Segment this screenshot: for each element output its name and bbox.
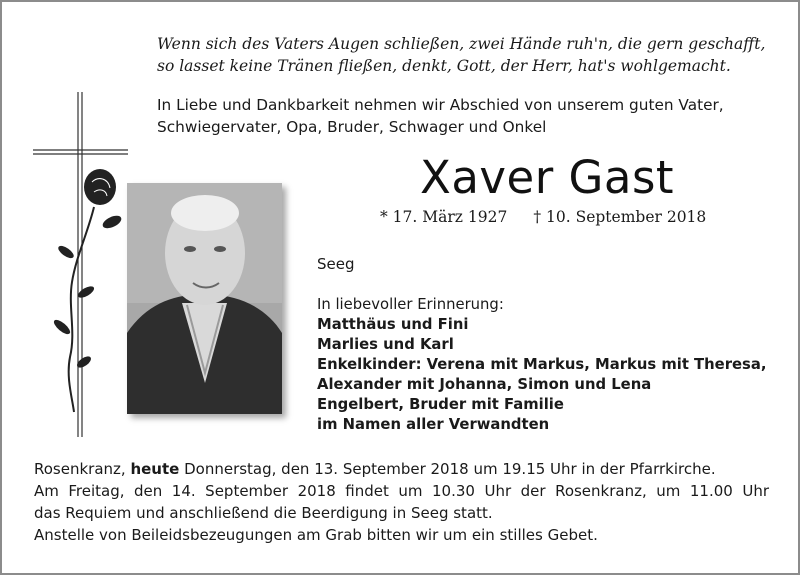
rosary-text: Donnerstag, den 13. September 2018 um 19.15 Uhr in der Pfarrkirche. — [179, 460, 716, 478]
condolence-notice: Anstelle von Beileidsbezeugungen am Grab bitten wir um ein stilles Gebet. — [34, 526, 598, 544]
birth-date: * 17. März 1927 — [380, 208, 508, 226]
poem — [157, 33, 772, 77]
rosary-notice — [34, 458, 769, 480]
mourner-line: Marlies und Karl — [317, 336, 454, 353]
poem-line: Wenn sich des Vaters Augen schließen, zwei Hände ruh'n, die gern geschafft, — [157, 35, 766, 53]
funeral-notice-line: Am Freitag, den 14. September 2018 findet um 10.30 Uhr der Rosenkranz, um 11.00 Uhr — [34, 482, 769, 500]
mourner-line: Engelbert, Bruder mit Familie — [317, 396, 564, 413]
funeral-notice-line: das Requiem und anschließend die Beerdigung in Seeg statt. — [34, 504, 493, 522]
intro-line: Schwiegervater, Opa, Bruder, Schwager und Onkel — [157, 118, 547, 136]
residence-place: Seeg — [317, 255, 355, 273]
intro-text — [157, 94, 769, 138]
mourner-line: Enkelkinder: Verena mit Markus, Markus mit Theresa, — [317, 356, 767, 373]
portrait-photo — [127, 183, 282, 414]
portrait-image — [127, 183, 282, 414]
service-notices — [34, 458, 769, 546]
rosary-today: heute — [130, 460, 180, 478]
cross-with-rose-icon — [28, 92, 138, 442]
mourner-line: im Namen aller Verwandten — [317, 416, 550, 433]
mourners-heading: In liebevoller Erinnerung: — [317, 296, 504, 313]
mourners-block — [317, 295, 766, 435]
death-date: † 10. September 2018 — [533, 208, 707, 226]
rosary-text: Rosenkranz, — [34, 460, 131, 478]
poem-line: so lasset keine Tränen fließen, denkt, Gott, der Herr, hat's wohlgemacht. — [157, 57, 731, 75]
deceased-name: Xaver Gast — [420, 151, 675, 204]
mourner-line: Matthäus und Fini — [317, 316, 469, 333]
intro-line: In Liebe und Dankbarkeit nehmen wir Abschied von unserem guten Vater, — [157, 96, 724, 114]
mourner-line: Alexander mit Johanna, Simon und Lena — [317, 376, 652, 393]
life-dates — [380, 206, 706, 228]
